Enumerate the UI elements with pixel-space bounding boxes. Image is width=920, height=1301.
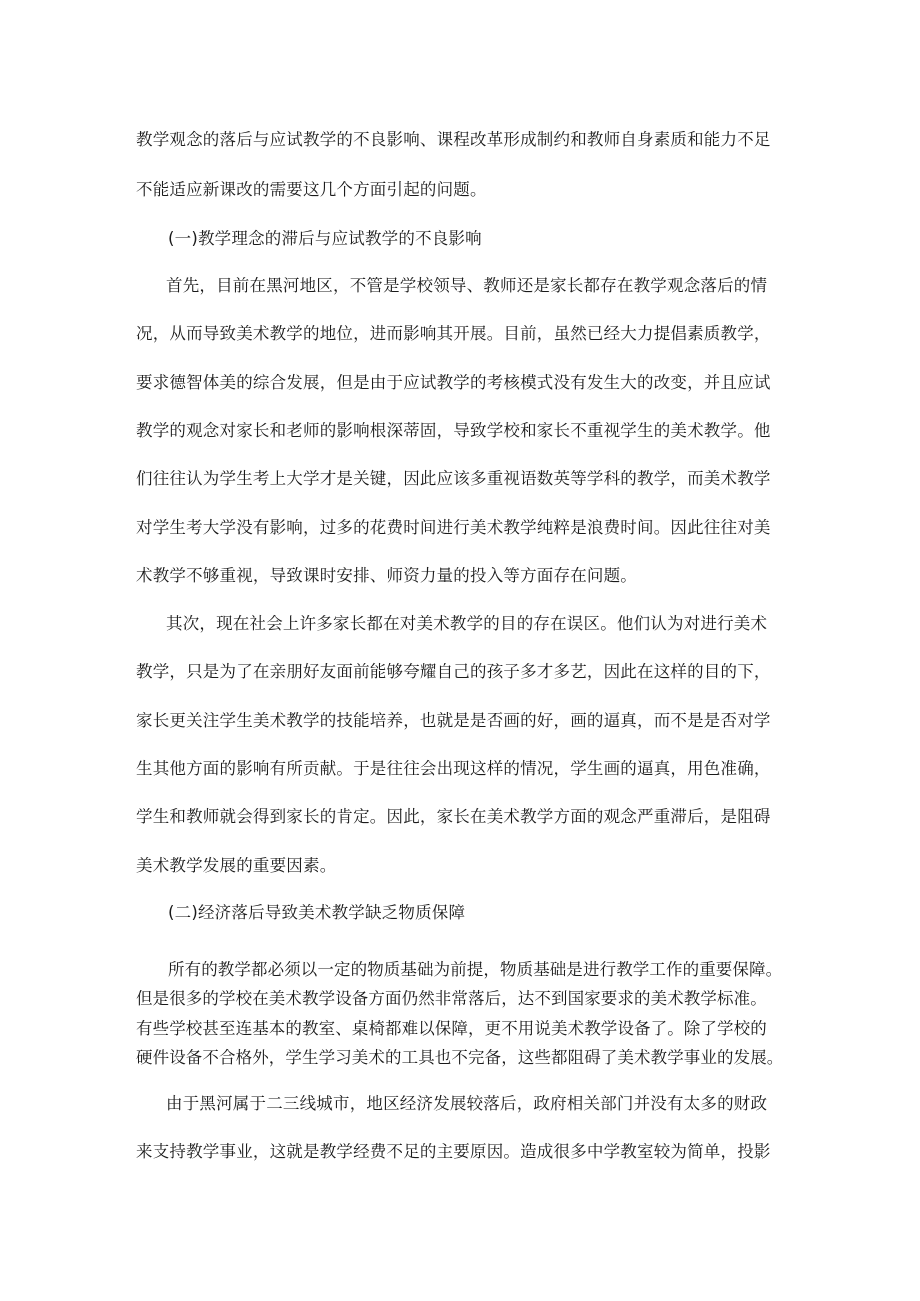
paragraph-line: 来支持教学事业，这就是教学经费不足的主要原因。造成很多中学教室较为简单，投影 (136, 1142, 771, 1161)
paragraph-line: 教学的观念对家长和老师的影响根深蒂固，导致学校和家长不重视学生的美术教学。他 (136, 421, 771, 440)
paragraph-line: 教学，只是为了在亲朋好友面前能够夸耀自己的孩子多才多艺，因此在这样的目的下， (136, 662, 771, 681)
paragraph-line: 生其他方面的影响有所贡献。于是往往会出现这样的情况，学生画的逼真，用色准确， (136, 759, 771, 778)
paragraph-line: 们往往认为学生考上大学才是关键，因此应该多重视语数英等学科的教学，而美术教学 (136, 469, 771, 488)
paragraph-line: 由于黑河属于二三线城市，地区经济发展较落后，政府相关部门并没有太多的财政 (166, 1094, 768, 1113)
paragraph-line: 学生和教师就会得到家长的肯定。因此，家长在美术教学方面的观念严重滞后，是阻碍 (136, 807, 771, 826)
paragraph-line: 家长更关注学生美术教学的技能培养，也就是是否画的好，画的逼真，而不是是否对学 (136, 711, 771, 730)
paragraph-line: 美术教学发展的重要因素。 (136, 856, 337, 875)
paragraph-line: 教学观念的落后与应试教学的不良影响、课程改革形成制约和教师自身素质和能力不足 (136, 130, 771, 149)
paragraph-line: 对学生考大学没有影响，过多的花费时间进行美术教学纯粹是浪费时间。因此往往对美 (136, 518, 771, 537)
paragraph-line: 有些学校甚至连基本的教室、桌椅都难以保障，更不用说美术教学设备了。除了学校的 (136, 1019, 767, 1038)
section-heading: (二)经济落后导致美术教学缺乏物质保障 (168, 903, 466, 922)
paragraph-line: 要求德智体美的综合发展，但是由于应试教学的考核模式没有发生大的改变，并且应试 (136, 373, 771, 392)
paragraph-line: 但是很多的学校在美术教学设备方面仍然非常落后，达不到国家要求的美术教学标准。 (136, 989, 767, 1008)
paragraph-line: 不能适应新课改的需要这几个方面引起的问题。 (136, 180, 487, 199)
paragraph-line: 硬件设备不合格外，学生学习美术的工具也不完备，这些都阻碍了美术教学事业的发展。 (136, 1048, 784, 1067)
section-heading: (一)教学理念的滞后与应试教学的不良影响 (168, 229, 482, 248)
paragraph-line: 其次，现在社会上许多家长都在对美术教学的目的存在误区。他们认为对进行美术 (166, 614, 768, 633)
paragraph-line: 所有的教学都必须以一定的物质基础为前提，物质基础是进行教学工作的重要保障。 (168, 960, 783, 979)
paragraph-line: 况，从而导致美术教学的地位，进而影响其开展。目前，虽然已经大力提倡素质教学， (136, 324, 771, 343)
paragraph-line: 首先，目前在黑河地区，不管是学校领导、教师还是家长都存在教学观念落后的情 (166, 276, 768, 295)
paragraph-line: 术教学不够重视，导致课时安排、师资力量的投入等方面存在问题。 (136, 566, 637, 585)
